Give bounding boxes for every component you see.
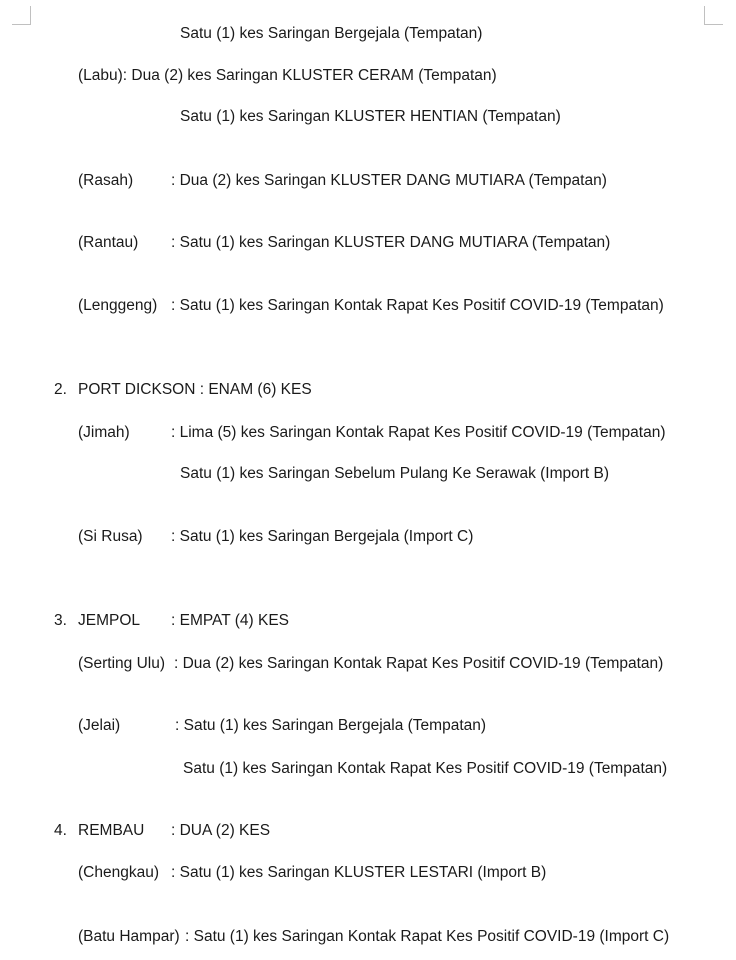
area-label: (Rantau): [78, 234, 139, 251]
area-label: (Lenggeng): [78, 297, 158, 314]
case-line: Satu (1) kes Saringan Bergejala (Tempatan): [180, 25, 483, 42]
section-heading-jempol: [0, 611, 736, 631]
section-title: REMBAU: [78, 822, 145, 839]
area-label: (Rasah): [78, 172, 134, 189]
section-heading-rembau: [0, 821, 736, 841]
page-corner-mark-left: [12, 6, 31, 25]
case-text: : Satu (1) kes Saringan Kontak Rapat Kes Positif COVID-19 (Import C): [185, 928, 670, 945]
case-line: Satu (1) kes Saringan Kontak Rapat Kes Positif COVID-19 (Tempatan): [183, 760, 668, 777]
case-text: : Lima (5) kes Saringan Kontak Rapat Kes Positif COVID-19 (Tempatan): [171, 424, 666, 441]
case-line-si-rusa: [0, 527, 736, 547]
case-text: : Dua (2) kes Saringan KLUSTER DANG MUTIARA (Tempatan): [171, 172, 607, 189]
area-label: (Chengkau): [78, 864, 159, 881]
case-line-rantau: [0, 233, 736, 253]
case-text: : Satu (1) kes Saringan Bergejala (Import C): [171, 528, 474, 545]
case-line-chengkau: [0, 863, 736, 883]
area-label: (Batu Hampar): [78, 928, 180, 945]
page-corner-mark-right: [704, 6, 723, 25]
case-line-lenggeng: [0, 296, 736, 316]
case-text: : Dua (2) kes Saringan Kontak Rapat Kes Positif COVID-19 (Tempatan): [174, 655, 664, 672]
area-label: (Jelai): [78, 717, 121, 734]
case-line: Satu (1) kes Saringan Sebelum Pulang Ke Serawak (Import B): [180, 465, 610, 482]
case-text: : Satu (1) kes Saringan KLUSTER LESTARI (Import B): [171, 864, 547, 881]
section-number: 2.: [54, 381, 67, 398]
section-count: : EMPAT (4) KES: [171, 612, 289, 629]
area-label: (Jimah): [78, 424, 130, 441]
section-count: : DUA (2) KES: [171, 822, 271, 839]
case-line: (Labu): Dua (2) kes Saringan KLUSTER CERAM (Tempatan): [78, 67, 497, 84]
case-line-batu-hampar: [0, 927, 736, 947]
section-heading-port-dickson: [0, 380, 736, 400]
area-label: (Serting Ulu): [78, 655, 165, 672]
case-line-jelai: [0, 716, 736, 736]
section-title: PORT DICKSON : ENAM (6) KES: [78, 381, 312, 398]
case-line: Satu (1) kes Saringan KLUSTER HENTIAN (Tempatan): [180, 108, 561, 125]
case-text: : Satu (1) kes Saringan KLUSTER DANG MUTIARA (Tempatan): [171, 234, 611, 251]
section-number: 4.: [54, 822, 67, 839]
case-text: : Satu (1) kes Saringan Bergejala (Tempatan): [175, 717, 487, 734]
case-text: : Satu (1) kes Saringan Kontak Rapat Kes Positif COVID-19 (Tempatan): [171, 297, 664, 314]
case-line-rasah: [0, 171, 736, 191]
case-line-jimah: [0, 423, 736, 443]
area-label: (Si Rusa): [78, 528, 143, 545]
section-title: JEMPOL: [78, 612, 141, 629]
case-line-serting-ulu: [0, 654, 736, 674]
section-number: 3.: [54, 612, 67, 629]
